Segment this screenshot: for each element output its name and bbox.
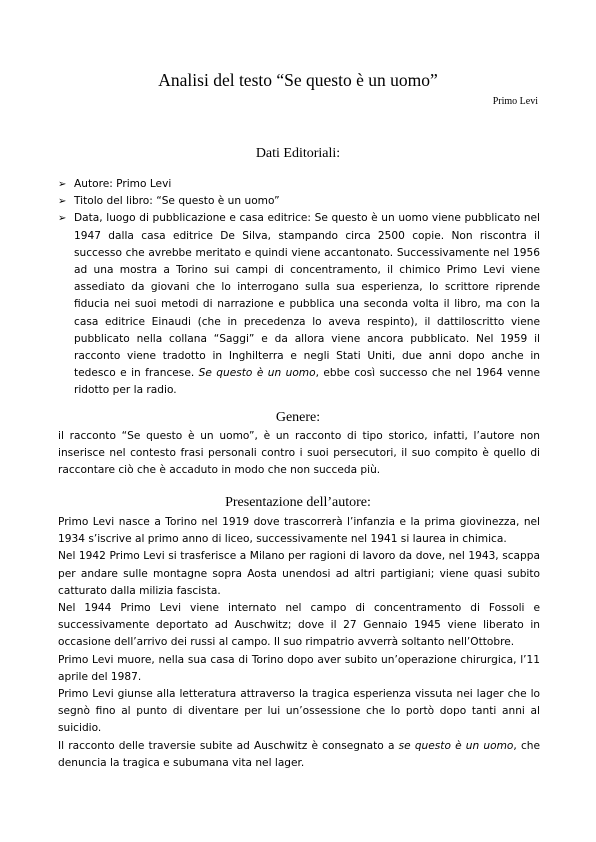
heading-genere: Genere: — [275, 410, 321, 425]
heading-dati-editoriali: Dati Editoriali: — [255, 146, 341, 161]
paragraph-text: Il racconto delle traversie subite ad Auschwitz è consegnato a — [58, 739, 399, 752]
heading-presentazione: Presentazione dell’autore: — [225, 495, 371, 510]
list-item — [58, 210, 540, 399]
arrow-bullet-icon: ➢ — [58, 213, 67, 225]
list-item-text: Titolo del libro: “Se questo è un uomo” — [74, 195, 280, 208]
book-title-italic: Se questo è un uomo — [198, 367, 316, 380]
arrow-bullet-icon: ➢ — [58, 196, 67, 208]
paragraph: Nel 1944 Primo Levi viene internato nel campo di concentramento di Fossoli e successivamente deportato ad Auschwitz; dove il 27 Gennaio 1945 viene liberato in occasione dell’arrivo dei russi al campo. Il suo rimpatrio avverrà soltanto nell’Ottobre. — [58, 602, 540, 649]
document-title: Analisi del testo “Se questo è un uomo” — [158, 70, 438, 90]
list-item — [58, 193, 540, 210]
paragraph-text: , che denuncia la tragica e subumana vita nel lager. — [58, 739, 540, 769]
list-item — [58, 176, 540, 193]
genere-paragraph: il racconto “Se questo è un uomo”, è un racconto di tipo storico, infatti, l’autore non inserisce nel contesto frasi personali contro i suoi persecutori, il suo compito è quello di raccontare ciò che è accaduto in modo che non succeda più. — [58, 430, 540, 477]
paragraph: Nel 1942 Primo Levi si trasferisce a Milano per ragioni di lavoro da dove, nel 1943, scappa per andare sulle montagne sopra Aosta unendosi ad altri partigiani; viene quasi subito catturato dalla milizia fascista. — [58, 550, 540, 597]
editorial-list — [58, 176, 540, 400]
arrow-bullet-icon: ➢ — [58, 179, 67, 190]
paragraph: Primo Levi giunse alla letteratura attraverso la tragica esperienza vissuta nei lager che lo segnò fino al punto di diventare per lui un’ossessione che lo portò dopo tanti anni al suicidio. — [58, 688, 540, 735]
paragraph — [58, 738, 540, 772]
document-author: Primo Levi — [492, 96, 538, 107]
paragraph: Primo Levi muore, nella sua casa di Torino dopo aver subito un’operazione chirurgica, l’11 aprile del 1987. — [58, 653, 540, 683]
list-item-text: Autore: Primo Levi — [74, 178, 172, 190]
book-title-italic: se questo è un uomo — [398, 739, 514, 752]
genere-section — [58, 428, 540, 480]
list-item-text: , ebbe così successo che nel 1964 venne ridotto per la radio. — [74, 367, 541, 397]
presentazione-section — [58, 514, 540, 772]
list-item-text: Data, luogo di pubblicazione e casa editrice: Se questo è un uomo viene pubblicato nel 1947 dalla casa editrice De Silva, stampando circa 2500 copie. Non riscontra il successo che avrebbe meritato e quindi viene accantonato. Successivamente nel 1956 ad una mostra a Torino sui campi di concentramento, il chimico Primo Levi viene assediato da giovani che lo interrogano sulla sua esperienza, lo scrittore riprende fiducia nei suoi metodi di narrazione e pubblica una seconda volta il libro, ma con la casa editrice Einaudi (che in precedenza lo aveva respinto), il dattiloscritto viene pubblicato nella collana “Saggi” e da allora viene ancora pubblicato. Nel 1959 il racconto viene tradotto in Inghilterra e negli Stati Uniti, due anni dopo anche in tedesco e in francese. — [74, 212, 540, 380]
paragraph: Primo Levi nasce a Torino nel 1919 dove trascorrerà l’infanzia e la prima giovinezza, nel 1934 s’iscrive al primo anno di liceo, successivamente nel 1941 si laurea in chimica. — [58, 516, 540, 546]
